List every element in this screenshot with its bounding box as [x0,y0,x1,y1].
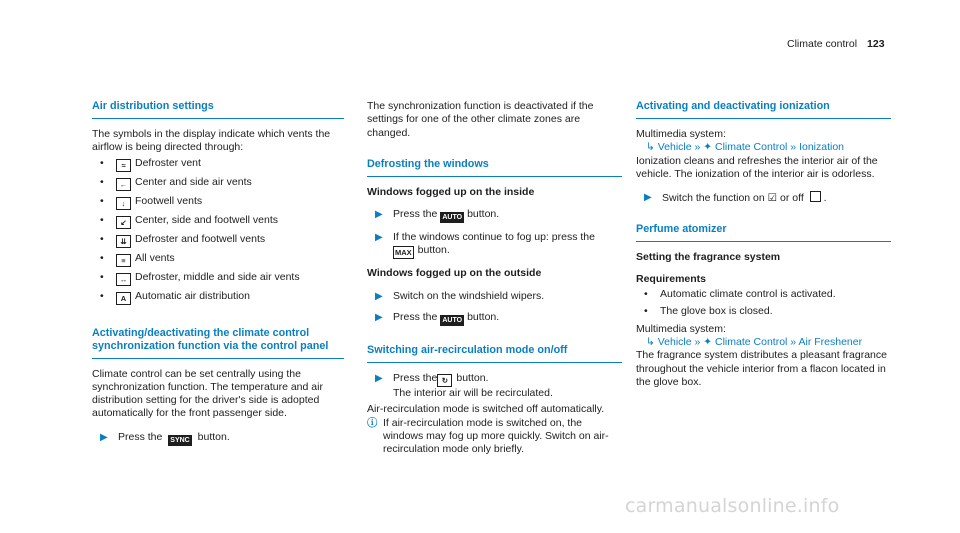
watermark: carmanualsonline.info [625,495,840,517]
defrost-step-3: ▶ Switch on the windshield wipers. [375,289,545,302]
checkbox-empty-icon [810,191,821,202]
defrost-step-1: ▶ Press the AUTO button. [375,208,500,222]
footwell-vents-icon: ↓ [116,197,131,210]
recirculation-title: Switching air-recirculation mode on/off [367,344,622,363]
fogged-inside-title: Windows fogged up on the inside [367,185,535,198]
vent-label: Center, side and footwell vents [135,213,279,226]
ionization-step: ▶ Switch the function on ☑ or off . [644,192,827,205]
vent-label: Automatic air distribution [135,289,250,302]
recirculation-icon: ↻ [437,374,452,387]
vent-list-item [92,271,344,286]
vent-label: Defroster vent [135,156,201,169]
requirements-list [636,288,891,319]
info-icon: ⓘ [367,416,378,429]
vent-label: Footwell vents [135,194,203,207]
defrost-title: Defrosting the windows [367,158,622,177]
requirement-item: • The glove box is closed. [636,305,891,318]
sync-deactivation-text: The synchronization function is deactivated if the settings for one of the other climate zones are changed. [367,100,594,139]
step-arrow-icon: ▶ [375,373,383,385]
vent-list-item [92,157,344,172]
fragrance-title: Setting the fragrance system [636,251,781,264]
auto-button-icon: AUTO [442,214,463,222]
step-arrow-icon: ▶ [644,192,652,204]
vent-label: Defroster and footwell vents [135,232,266,245]
path-chevron-icon: » [694,141,701,154]
page-number: 123 [867,38,885,50]
sync-title: Activating/deactivating the climate control synchronization function via the control panel [92,327,344,359]
multimedia-label: Multimedia system: [636,128,726,140]
requirements-title: Requirements [636,272,707,285]
path-chevron-icon: » [790,335,797,348]
page-header [787,38,887,51]
recirculation-text: Air-recirculation mode is switched off automatically. [367,403,605,416]
vent-list-item [92,195,344,210]
column-2 [367,100,622,457]
perfume-title: Perfume atomizer [636,223,891,242]
step-arrow-icon: ▶ [375,312,383,324]
fragrance-text: The fragrance system distributes a pleasant fragrance throughout the vehicle interior from a flacon located in the glove box. [636,349,887,388]
vent-label: Center and side air vents [135,175,252,188]
multimedia-label: Multimedia system: [636,322,726,335]
sync-button-icon: SYNC [170,436,190,444]
step-arrow-icon: ▶ [100,431,108,443]
sync-text: Climate control can be set centrally using the synchronization function. The temperature and air distribution setting for the driver's side is adopted automatically for the front passenger side. [92,367,323,420]
path-chevron-icon: » [694,335,701,348]
vent-label: Defroster, middle and side air vents [135,270,300,283]
fogged-outside-title: Windows fogged up on the outside [367,267,542,280]
auto-button-icon: AUTO [442,317,463,325]
step-arrow-icon: ▶ [375,232,383,244]
step-arrow-icon: ▶ [375,290,383,302]
vent-list-item [92,233,344,248]
checkbox-checked-icon: ☑ [767,192,778,205]
step-arrow-icon: ▶ [375,209,383,221]
requirement-item: • Automatic climate control is activated. [636,288,891,301]
ionization-text: Ionization cleans and refreshes the interior air of the vehicle. The ionization of the interior air is odorless. [636,154,878,180]
air-distribution-title: Air distribution settings [92,100,344,119]
path-arrow-icon: ↳ [646,141,655,154]
vent-list-item [92,252,344,267]
climate-icon: ✦ [703,335,713,348]
air-distribution-intro: The symbols in the display indicate which vents the airflow is being directed through: [92,128,331,154]
fragrance-path: ↳ Vehicle » ✦ Climate Control » Air Freshener [646,335,863,348]
vent-list-item [92,214,344,229]
defrost-step-4: ▶ Press the AUTO button. [375,311,500,325]
column-1 [92,100,344,454]
vent-list-item [92,176,344,191]
recirculation-info: ⓘ If air-recirculation mode is switched on, the windows may fog up more quickly. Switch on air-recirculation mode only briefly. [367,416,609,456]
defroster-footwell-icon: ⇊ [116,235,131,248]
column-3 [636,100,891,389]
ionization-title: Activating and deactivating ionization [636,100,891,119]
path-arrow-icon: ↳ [646,335,655,348]
header-section: Climate control [787,38,858,50]
recirculation-result: The interior air will be recirculated. [393,387,553,400]
auto-distribution-icon: A [116,292,131,305]
center-side-footwell-icon: ↙ [116,216,131,229]
defroster-vent-icon: ≈ [116,159,131,172]
vent-list-item [92,290,344,305]
climate-icon: ✦ [703,141,713,154]
sync-step: ▶ Press the SYNC button. [100,430,230,444]
defroster-middle-side-icon: ↔ [116,273,131,286]
path-chevron-icon: » [790,141,797,154]
ionization-path: ↳ Vehicle » ✦ Climate Control » Ionization [646,141,845,154]
max-defrost-icon: MAX [395,248,412,258]
all-vents-icon: ≡ [116,254,131,267]
vent-label: All vents [135,251,175,264]
center-side-vents-icon: ← [116,178,131,191]
vent-list [92,157,344,305]
recirculation-step: ▶ Press the ↻ button. The interior air will be recirculated. [375,372,553,400]
defrost-step-2: ▶ If the windows continue to fog up: press the MAX button. [375,231,595,258]
